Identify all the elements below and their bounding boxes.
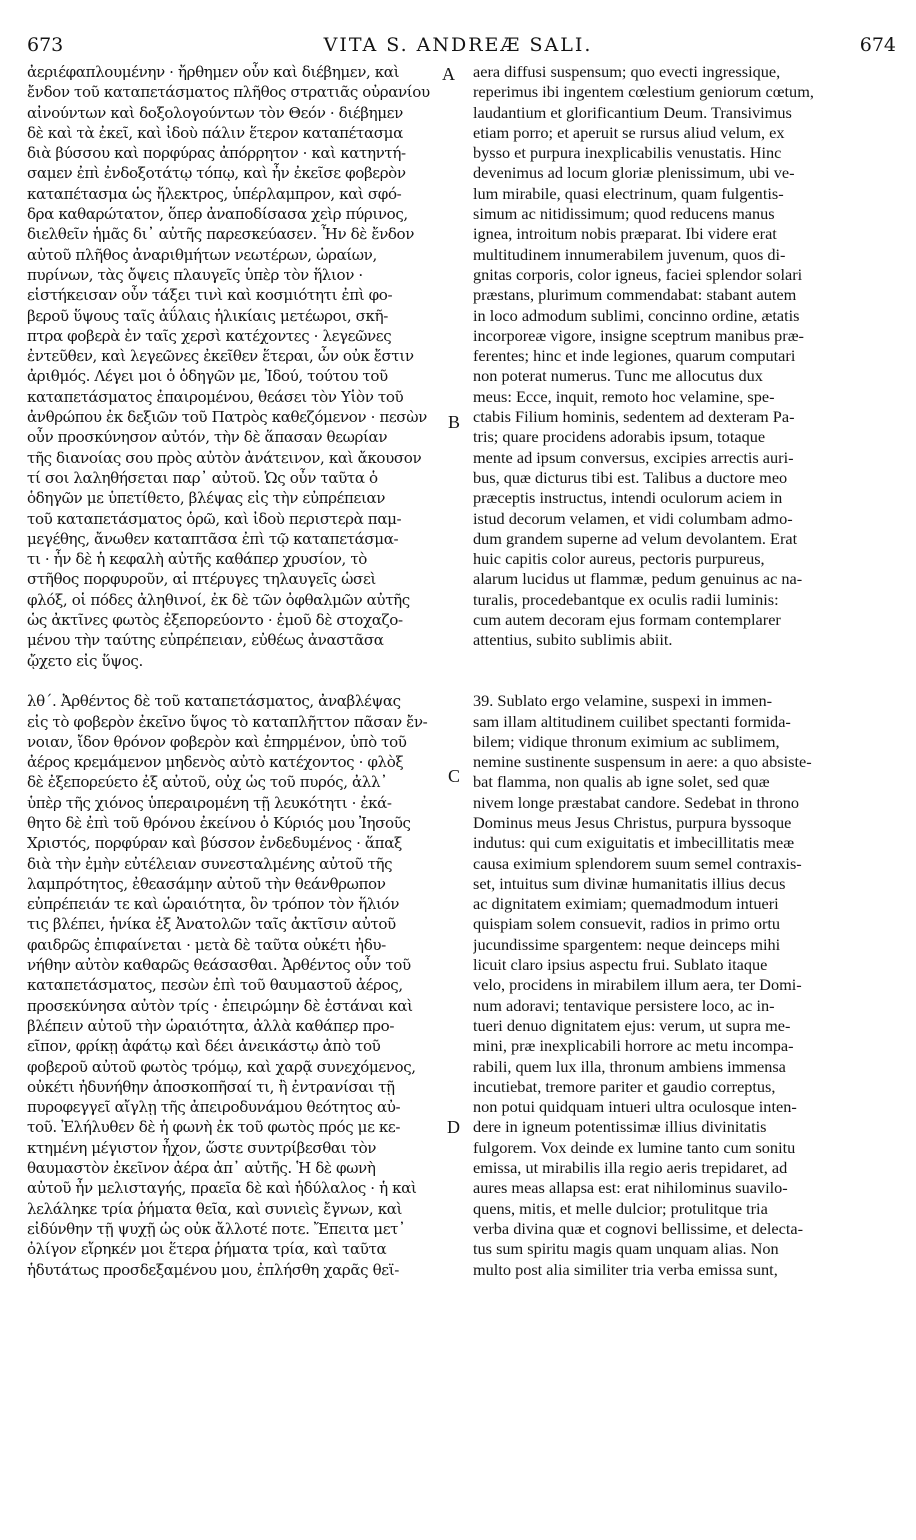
greek-text-line: διὰ τὴν ἐμὴν εὐτέλειαν συνεσταλμένης αὐτοῦ τῆς xyxy=(27,854,393,873)
greek-text-line: Χριστός, πορφύραν καὶ βύσσον ἐνδεδυμένος · ἅπαξ xyxy=(27,834,402,853)
latin-text-line: gnitas corporis, color igneus, faciei splendor solari xyxy=(473,264,803,284)
greek-text-line: δρα καθαρώτατον, ὅπερ ἀναποδίσασα χεὶρ πύρινος, xyxy=(27,205,408,224)
latin-text-line: non poterat numerus. Tunc me allocutus dux xyxy=(473,366,763,386)
greek-text-line: ὑπὲρ τῆς χιόνος ὑπεραιρομένη τῇ λευκότητι · ἐκά- xyxy=(27,793,392,812)
greek-text-line: αἰνούντων καὶ δοξολογούντων τὸν Θεόν · διέβημεν xyxy=(27,103,403,122)
greek-text-line: τις βλέπει, ἡνίκα ἐξ Ἀνατολῶν ταῖς ἀκτῖσιν αὐτοῦ xyxy=(27,915,396,934)
greek-text-line: διὰ βύσσου καὶ πορφύρας ἀπόρρητον · καὶ κατηντή- xyxy=(27,144,406,163)
margin-marker-b: B xyxy=(448,412,461,432)
greek-text-line: εἰδύνθην τῇ ψυχῇ ὡς οὐκ ἄλλοτέ ποτε. Ἔπειτα μετ᾽ xyxy=(27,1219,406,1238)
greek-text-line: ἀνθρώπου ἐκ δεξιῶν τοῦ Πατρὸς καθεζόμενον · πεσὼν xyxy=(27,408,427,427)
greek-text-line xyxy=(27,671,459,691)
latin-text-line: lum mirabile, quasi electrinum, quam fulgentis- xyxy=(473,183,784,203)
latin-text-line: ac dignitatem eximiam; quemadmodum intueri xyxy=(473,894,779,914)
latin-text-line: incutiebat, tremore pariter et gaudio correptus, xyxy=(473,1076,776,1096)
greek-text-line: θητο δὲ ἐπὶ τοῦ θρόνου ἐκείνου ὁ Κύριός μου Ἰησοῦς xyxy=(27,813,411,832)
latin-text-line: sam illam altitudinem cuilibet spectanti formida- xyxy=(473,711,791,731)
latin-text-line: turalis, procedebantque ex oculis radii luminis: xyxy=(473,589,779,609)
margin-marker-d: D xyxy=(447,1117,460,1137)
greek-text-line: οὖν προσκύνησον αὐτόν, τὴν δὲ ἅπασαν θεωρίαν xyxy=(27,428,388,447)
latin-text-line: incorporeæ vigore, insigne sceptrum manibus præ- xyxy=(473,325,804,345)
greek-text-line: ἡδυτάτως προσδεξαμένου μου, ἐπλήσθη χαρᾶς θεϊ- xyxy=(27,1260,399,1279)
greek-text-line: εῖπον, φρίκῃ ἀφάτῳ καὶ δέει ἀνεικάστῳ ἀπὸ τοῦ xyxy=(27,1037,381,1056)
page-number-right: 674 xyxy=(859,34,896,56)
latin-text-line xyxy=(473,671,885,691)
latin-text-line: reperimus ibi ingentem cœlestium geniorum cœtum, xyxy=(473,82,814,102)
latin-text-line: ctabis Filium hominis, sedentem ad dexteram Pa- xyxy=(473,407,795,427)
latin-text-line: bat flamma, non qualis ab igne solet, sed quæ xyxy=(473,772,770,792)
latin-text-line: tris; quare procidens adorabis ipsum, totaque xyxy=(473,427,766,447)
greek-text-line: ὡς ἀκτῖνες φωτὸς ἐξεπορεύοντο · ἐμοῦ δὲ στοχαζο- xyxy=(27,611,403,630)
margin-marker-c: C xyxy=(448,766,461,786)
greek-text-line: τί σοι λαληθήσεται παρ᾽ αὐτοῦ. Ὡς οὖν ταῦτα ὁ xyxy=(27,468,378,487)
latin-text-line: quispiam solem consuevit, radios in primo ortu xyxy=(473,914,781,934)
greek-text-line: εὐπρέπειάν τε καὶ ὡραιότητα, ὃν τρόπον τὸν ἥλιόν xyxy=(27,895,400,914)
greek-text-line: ὀλίγον εἴρηκέν μοι ἕτερα ῥήματα τρία, καὶ ταῦτα xyxy=(27,1240,387,1259)
greek-text-line: ἔνδον τοῦ καταπετάσματος πλῆθος στρατιᾶς οὐρανίου xyxy=(27,83,430,102)
greek-text-line: θαυμαστὸν ἐκεῖνον ἀέρα ἀπ᾽ αὐτῆς. Ἡ δὲ φωνὴ xyxy=(27,1159,376,1178)
latin-text-line: huic capitis color aureus, pectoris purpureus, xyxy=(473,549,765,569)
latin-text-line: fulgorem. Vox deinde ex lumine tanto cum sonitu xyxy=(473,1137,796,1157)
latin-text-line: Dominus meus Jesus Christus, purpura byssoque xyxy=(473,812,792,832)
greek-text-line: τοῦ καταπετάσματος ὁρῶ, καὶ ἰδοὺ περιστερὰ παμ- xyxy=(27,509,402,528)
greek-text-line: ἀέρος κρεμάμενον μηδενὸς αὐτὸ κατέχοντος · φλὸξ xyxy=(27,753,404,772)
greek-text-line: τοῦ. Ἐλήλυθεν δὲ ἡ φωνὴ ἐκ τοῦ φωτὸς πρός με κε- xyxy=(27,1118,401,1137)
greek-text-line: λαμπρότητος, ἐθεασάμην αὐτοῦ τὴν θεάνθρωπον xyxy=(27,874,386,893)
greek-text-line: βλέπειν αὐτοῦ τὴν ὡραιότητα, ἀλλὰ καθάπερ προ- xyxy=(27,1016,395,1035)
latin-text-line: mente ad ipsum conversus, excipies arrectis auri- xyxy=(473,447,794,467)
latin-text-line: licuit claro ipsius aspectu frui. Sublato itaque xyxy=(473,955,768,975)
latin-text-line: in loco admodum sublimi, concinno ordine, ætatis xyxy=(473,305,800,325)
latin-text-line: verba divina quæ et cognovi bellissime, et delecta- xyxy=(473,1218,804,1238)
greek-text-line: καταπετάσματος, πεσὼν ἐπὶ τοῦ θαυμαστοῦ ἀέρος, xyxy=(27,976,403,995)
running-title: VITA S. ANDREÆ SALI. xyxy=(323,34,593,56)
latin-text-line: istud decorum velamen, et vidi columbam admo- xyxy=(473,508,793,528)
greek-text-line: ἐντεῦθεν, καὶ λεγεῶνες ἐκεῖθεν ἕτεραι, ὧν οὐκ ἔστιν xyxy=(27,347,414,366)
greek-text-line: ᾤχετο εἰς ὕψος. xyxy=(27,651,143,670)
latin-text-line: num adoravi; tentavique persistere loco, ac in- xyxy=(473,995,775,1015)
greek-text-line: λθ´. Ἀρθέντος δὲ τοῦ καταπετάσματος, ἀναβλέψας xyxy=(27,692,401,711)
latin-text-line: etiam porro; et aperuit se rursus aliud velum, ex xyxy=(473,122,785,142)
greek-text-line: διελθεῖν ἡμᾶς δι᾽ αὐτῆς παρεσκεύασεν. Ἦν δὲ ἔνδον xyxy=(27,225,415,244)
greek-text-line: ἀεριέφαπλουμένην · ἤρθημεν οὖν καὶ διέβημεν, καὶ xyxy=(27,63,400,81)
latin-text-column xyxy=(473,62,885,1280)
latin-text-line: simum ac nitidissimum; quod reducens manus xyxy=(473,204,775,224)
greek-text-line: πτρα φοβερὰ ἐν ταῖς χερσὶ κατέχοντες · λεγεῶνες xyxy=(27,326,392,345)
latin-text-line: dere in igneum potentissimæ illius divinitatis xyxy=(473,1117,767,1137)
greek-text-line: αὐτοῦ ἦν μελισταγής, πραεῖα δὲ καὶ ἡδύλαλος · ἡ καὶ xyxy=(27,1179,417,1198)
latin-text-line xyxy=(473,651,885,671)
latin-text-line: meus: Ecce, inquit, remoto hoc velamine, spe- xyxy=(473,386,775,406)
greek-text-line: ἀριθμός. Λέγει μοι ὁ ὁδηγῶν με, Ἰδού, τούτου τοῦ xyxy=(27,367,388,386)
greek-text-line: λελάληκε τρία ῥήματα θεῖα, καὶ συνιεὶς ἔγνων, καὶ xyxy=(27,1199,403,1218)
greek-text-line: μένου τὴν ταύτης εὐπρέπειαν, εὐθέως ἀναστᾶσα xyxy=(27,631,384,650)
greek-text-line: φοβεροῦ αὐτοῦ φωτὸς τρόμῳ, καὶ χαρᾷ συνεχόμενος, xyxy=(27,1057,416,1076)
greek-text-line: πυροφεγγεῖ αἴγλῃ τῆς ἀπειροδυνάμου θεότητος αὐ- xyxy=(27,1098,401,1117)
greek-text-line: κτημένη μέγιστον ἦχον, ὥστε συντρίβεσθαι τὸν xyxy=(27,1138,377,1157)
greek-text-line: αὐτοῦ πλῆθος ἀναριθμήτων νεωτέρων, ὡραίων, xyxy=(27,245,377,264)
latin-text-line: tus sum spiritu magis quam unquam alias. Non xyxy=(473,1239,779,1259)
greek-text-line: καταπέτασμα ὡς ἤλεκτρος, ὑπέρλαμπρον, καὶ σφό- xyxy=(27,184,402,203)
latin-text-line: devenimus ad locum gloriæ plenissimum, ubi ve- xyxy=(473,163,795,183)
latin-text-line: indutus: qui cum exiguitatis et imbecillitatis meæ xyxy=(473,833,795,853)
latin-text-line: mini, præ inexplicabili horrore ac metu incompa- xyxy=(473,1036,794,1056)
greek-text-line: σαμεν ἐπὶ ἐνδοξοτάτῳ τόπῳ, καὶ ἦν ἐκεῖσε φοβερὸν xyxy=(27,164,406,183)
latin-text-line: attentius, subito sublimis abiit. xyxy=(473,630,673,650)
greek-text-line: νοιαν, ἴδον θρόνον φοβερὸν καὶ ἐπηρμένον, ὑπὸ τοῦ xyxy=(27,732,407,751)
latin-text-line: præceptis instructus, intendi oculorum aciem in xyxy=(473,488,783,508)
greek-text-line: καταπετάσματος ἐπαιρομένου, θεάσει τὸν Υἱὸν τοῦ xyxy=(27,387,404,406)
latin-text-line: bysso et purpura inexplicabilis venustatis. Hinc xyxy=(473,143,782,163)
page-header xyxy=(0,0,916,60)
latin-text-line: causa eximium splendorem suum semel contraxis- xyxy=(473,853,802,873)
latin-text-line: cum autem decoram ejus formam contemplarer xyxy=(473,610,781,630)
greek-text-line: φαιδρῶς ἐπιφαίνεται · μετὰ δὲ ταῦτα οὐκέτι ἠδυ- xyxy=(27,935,386,954)
page-number-left: 673 xyxy=(27,34,64,56)
latin-text-line: bus, quæ dicturus tibi est. Talibus a ductore meo xyxy=(473,467,788,487)
greek-text-line: προσεκύνησα αὐτὸν τρίς · ἐπειρώμην δὲ ἑστάναι καὶ xyxy=(27,996,413,1015)
greek-text-line: βεροῦ ὕψους ταῖς ἀΰλαις ἡλικίαις μετέωροι, σκῆ- xyxy=(27,306,388,325)
greek-text-line: δὲ ἐξεπορεύετο ἐξ αὐτοῦ, οὐχ ὡς τοῦ πυρός, ἀλλ᾽ xyxy=(27,773,388,792)
latin-text-line: quens, mitis, et melle dulcior; protulitque tria xyxy=(473,1198,768,1218)
latin-text-line: set, intuitus sum divinæ humanitatis illius decus xyxy=(473,873,786,893)
greek-text-line: στῆθος πορφυροῦν, αἱ πτέρυγες τηλαυγεῖς ὡσεὶ xyxy=(27,570,376,589)
latin-text-line: dum grandem superne ad velum devolantem. Erat xyxy=(473,528,798,548)
latin-text-line: nivem longe præstabat candore. Sedebat in throno xyxy=(473,792,799,812)
latin-text-line: laudantium et glorificantium Deum. Transivimus xyxy=(473,102,792,122)
greek-text-line: νήθην αὐτὸν καθαρῶς θεάσασθαι. Ἀρθέντος οὖν τοῦ xyxy=(27,956,411,975)
latin-text-line: jucundissime spargentem: neque deinceps mihi xyxy=(473,934,781,954)
latin-text-line: tueri denuo dignitatem ejus: verum, ut supra me- xyxy=(473,1015,791,1035)
greek-text-line: ὁδηγῶν με ὑπετίθετο, βλέψας εἰς τὴν εὐπρέπειαν xyxy=(27,489,386,508)
greek-text-line: φλόξ, οἱ πόδες ἀληθινοί, ἐκ δὲ τῶν ὀφθαλμῶν αὐτῆς xyxy=(27,590,410,609)
latin-text-line: velo, procidens in mirabilem illum aera, ter Domi- xyxy=(473,975,802,995)
latin-text-line: nemine sustinente suspensum in aere: a quo absiste- xyxy=(473,752,812,772)
greek-text-line: εἱστήκεισαν οὖν τάξει τινὶ καὶ κοσμιότητι ἐπὶ φο- xyxy=(27,286,393,305)
greek-text-line: δὲ καὶ τὰ ἐκεῖ, καὶ ἰδοὺ πάλιν ἕτερον καταπέτασμα xyxy=(27,123,403,142)
greek-text-line: τῆς διανοίας σου πρὸς αὐτὸν ἀνάτεινον, καὶ ἄκουσον xyxy=(27,448,422,467)
latin-text-line: 39. Sublato ergo velamine, suspexi in immen- xyxy=(473,691,773,711)
margin-marker-a: A xyxy=(442,64,455,84)
latin-text-line: ignea, introitum nobis præparat. Ibi videre erat xyxy=(473,224,777,244)
latin-text-line: ferentes; hinc et inde legiones, quarum computari xyxy=(473,346,796,366)
latin-text-line: multo post alia similiter tria verba emissa sunt, xyxy=(473,1259,778,1279)
latin-text-line: aures meas allapsa est: erat nihilominus suavilo- xyxy=(473,1178,788,1198)
latin-text-line: emissa, ut mirabilis illa regio aeris trepidaret, ad xyxy=(473,1158,788,1178)
latin-text-line: bilem; vidique thronum eximium ac sublimem, xyxy=(473,731,780,751)
latin-text-line: alarum lucidus ut flammæ, pedum genuinus ac na- xyxy=(473,569,803,589)
latin-text-line: multitudinem innumerabilem juvenum, quos di- xyxy=(473,244,786,264)
greek-text-column xyxy=(27,62,459,1280)
latin-text-line: rabili, quem lux illa, thronum ambiens immensa xyxy=(473,1056,786,1076)
greek-text-line: μεγέθης, ἄνωθεν καταπτᾶσα ἐπὶ τῷ καταπετάσμα- xyxy=(27,529,399,548)
greek-text-line: τι · ἦν δὲ ἡ κεφαλὴ αὐτῆς καθάπερ χρυσίον, τὸ xyxy=(27,550,367,569)
latin-text-line: præstans, plurimum commendabat: stabant autem xyxy=(473,285,797,305)
latin-text-line: aera diffusi suspensum; quo evecti ingressique, xyxy=(473,62,781,81)
latin-text-line: non potui quidquam intueri ultra oculosque inten- xyxy=(473,1097,797,1117)
greek-text-line: εἰς τὸ φοβερὸν ἐκεῖνο ὕψος τὸ καταπλῆττον πᾶσαν ἔν- xyxy=(27,712,428,731)
greek-text-line: οὐκέτι ἠδυνήθην ἀποσκοπῆσαί τι, ἢ ἐντρανίσαι τῇ xyxy=(27,1077,395,1096)
greek-text-line: πυρίνων, τὰς ὄψεις πλαυγεῖς ὑπὲρ τὸν ἥλιον · xyxy=(27,265,363,284)
